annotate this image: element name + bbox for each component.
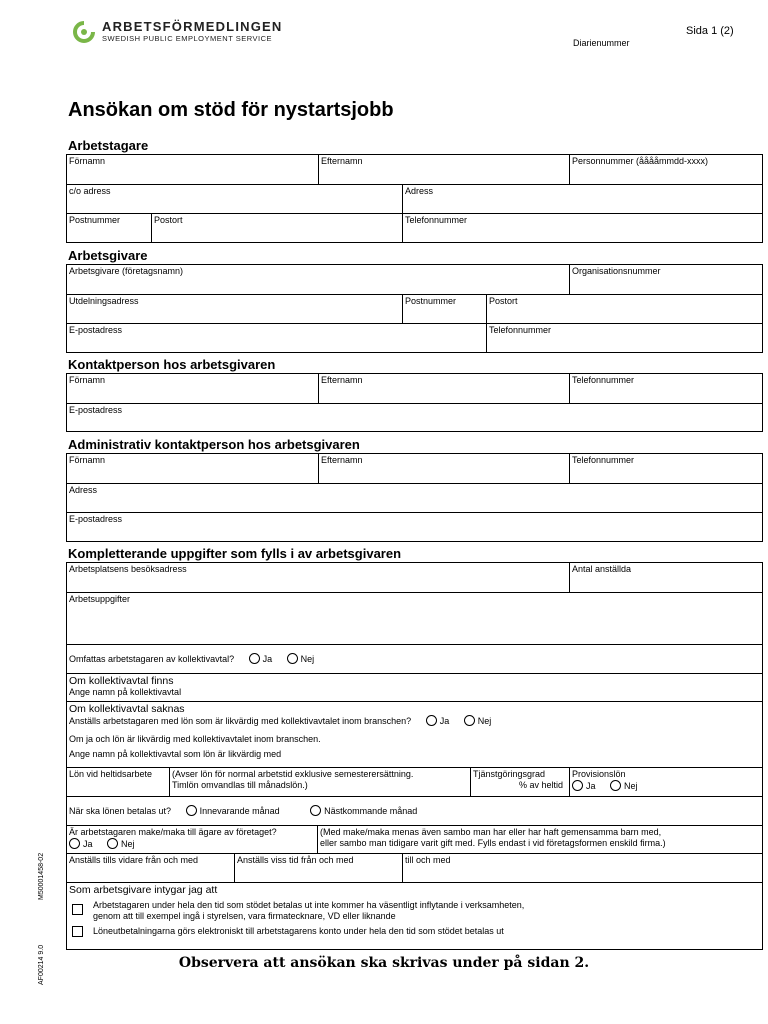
section-heading-arbetsgivare: Arbetsgivare [68,248,148,263]
likvardig-nej-option[interactable]: Nej [464,715,492,727]
version-code: AF00214 9.0 [38,944,45,985]
section-heading-arbetstagare: Arbetstagare [68,138,149,153]
adress-field[interactable]: Adress [69,485,98,495]
kollektivavtal-saknas-block [67,702,762,767]
om-kollektivavtal-finns-label: Om kollektivavtal finns [69,675,174,687]
nar-betalas-question: När ska lönen betalas ut? [69,806,172,816]
postnummer-field[interactable]: Postnummer [402,295,486,323]
radio-icon [426,715,437,726]
likvardig-ja-option[interactable]: Ja [426,715,450,727]
diarienummer-label: Diarienummer [573,38,630,48]
co-adress-field[interactable]: c/o adress [69,186,111,196]
innevarande-manad-option[interactable]: Innevarande månad [186,805,280,817]
kontaktperson-grid [66,373,763,432]
radio-icon [464,715,475,726]
kollektivavtal-namn-field[interactable] [67,674,762,701]
foretagsnamn-field[interactable]: Arbetsgivare (företagsnamn) [69,266,184,276]
intyg-inflytande-text: Arbetstagaren under hela den tid som stödet betalas ut inte kommer ha väsentligt inflytande i verksamheten, [93,900,525,910]
besoksadress-field[interactable]: Arbetsplatsens besöksadress [69,564,187,574]
organisationsnummer-field[interactable]: Organisationsnummer [569,265,762,294]
form-code: M50001458-02 [38,852,45,900]
arbetsgivare-grid [66,264,763,353]
tills-vidare-field[interactable]: Anställs tills vidare från och med [69,855,199,865]
antal-anstallda-field[interactable]: Antal anställda [569,563,762,592]
intyg-inflytande-checkbox[interactable] [72,904,83,915]
fornamn-field[interactable]: Förnamn [69,375,106,385]
admin-kontakt-grid [66,453,763,542]
efternamn-field[interactable]: Efternamn [318,374,569,403]
lon-heltid-field[interactable]: Lön vid heltidsarbete [69,769,153,779]
kollektivavtal-question: Omfattas arbetstagaren av kollektivavtal? [69,654,235,664]
section-heading-kontaktperson: Kontaktperson hos arbetsgivaren [68,357,276,372]
make-maka-ja-option[interactable]: Ja [69,839,93,849]
epost-field[interactable]: E-postadress [69,325,123,335]
intyg-elektronisk-checkbox[interactable] [72,926,83,937]
fornamn-field[interactable]: Förnamn [69,455,106,465]
page-title: Ansökan om stöd för nystartsjobb [68,99,394,121]
kollektivavtal-nej-option[interactable]: Nej [287,653,315,665]
om-kollektivavtal-saknas-label: Om kollektivavtal saknas [69,703,185,715]
kompletterande-grid [66,562,763,950]
telefonnummer-field[interactable]: Telefonnummer [486,324,762,352]
radio-icon [249,653,260,664]
telefonnummer-field[interactable]: Telefonnummer [569,374,762,403]
telefonnummer-field[interactable]: Telefonnummer [569,454,762,483]
nastkommande-manad-option[interactable]: Nästkommande månad [310,805,417,817]
radio-icon [107,838,118,849]
make-maka-note: (Med make/maka menas även sambo man har eller har haft gemensamma barn med, eller sambo man tidigare varit gift med. Fylls endast i vid företagsformen enskild firma.) [317,826,762,853]
viss-tid-field[interactable]: Anställs viss tid från och med [234,854,402,882]
ange-kollektivavtal-label[interactable]: Ange namn på kollektivavtal som lön är likvärdig med [69,749,282,759]
section-heading-kompletterande: Kompletterande uppgifter som fylls i av arbetsgivaren [68,546,402,561]
intygar-block: Som arbetsgivare intygar jag att Arbetstagaren under hela den tid som stödet betalas ut inte kommer ha väsentligt inflytande i verksamheten, genom att till exempel ingå i styrelsen, vara firmatecknare, VD eller liknande Löneutbetalningarna görs elektroniskt till arbetstagarens konto under hela den tid som stödet betalas ut [67,883,762,949]
radio-icon [186,805,197,816]
provisionslon-nej-option[interactable]: Nej [610,780,638,792]
lon-note: (Avser lön för normal arbetstid exklusive semesterersättning. Timlön omvandlas till månadslön.) [169,768,470,796]
utdelningsadress-field[interactable]: Utdelningsadress [69,296,139,306]
logo-icon [72,20,96,44]
till-och-med-field[interactable]: till och med [402,854,762,882]
logo [72,20,283,44]
intygar-label: Som arbetsgivare intygar jag att [69,884,218,896]
postnummer-field[interactable]: Postnummer [69,215,121,225]
arbetstagare-grid [66,154,763,243]
adress-field[interactable]: Adress [402,185,762,213]
epost-field[interactable]: E-postadress [69,405,123,415]
logo-subtitle: SWEDISH PUBLIC EMPLOYMENT SERVICE [102,34,273,43]
postort-field[interactable]: Postort [486,295,762,323]
radio-icon [572,780,583,791]
radio-icon [610,780,621,791]
epost-field[interactable]: E-postadress [69,514,123,524]
radio-icon [287,653,298,664]
make-maka-block [67,826,317,853]
make-maka-nej-option[interactable]: Nej [107,838,135,850]
om-ja-label: Om ja och lön är likvärdig med kollektivavtalet inom branschen. [69,734,321,744]
provisionslon-field: Provisionslön Ja Nej [569,768,762,796]
tjanstgoringsgrad-field[interactable]: Tjänstgöringsgrad % av heltid [470,768,569,796]
arbetsuppgifter-field[interactable]: Arbetsuppgifter [69,594,131,604]
telefonnummer-field[interactable]: Telefonnummer [402,214,762,242]
personnummer-field[interactable]: Personnummer (ååååmmdd-xxxx) [569,155,762,184]
fornamn-field[interactable]: Förnamn [69,156,106,166]
intyg-elektronisk-text: Löneutbetalningarna görs elektroniskt till arbetstagarens konto under hela den tid som stödet betalas ut [93,926,504,936]
section-heading-admin-kontakt: Administrativ kontaktperson hos arbetsgivaren [68,437,360,452]
provisionslon-ja-option[interactable]: Ja [572,781,596,791]
efternamn-field[interactable]: Efternamn [318,155,569,184]
efternamn-field[interactable]: Efternamn [318,454,569,483]
postort-field[interactable]: Postort [151,214,402,242]
ange-namn-label: Ange namn på kollektivavtal [69,687,182,697]
kollektivavtal-ja-option[interactable]: Ja [249,653,273,665]
radio-icon [69,838,80,849]
likvardig-question: Anställs arbetstagaren med lön som är likvärdig med kollektivavtalet inom branschen? [69,716,412,726]
logo-name: ARBETSFÖRMEDLINGEN [102,19,283,34]
radio-icon [310,805,321,816]
page-number: Sida 1 (2) [686,25,734,37]
make-maka-question: Är arbetstagaren make/maka till ägare av företaget? [69,827,277,837]
footer-note: Observera att ansökan ska skrivas under på sidan 2. [178,955,590,971]
